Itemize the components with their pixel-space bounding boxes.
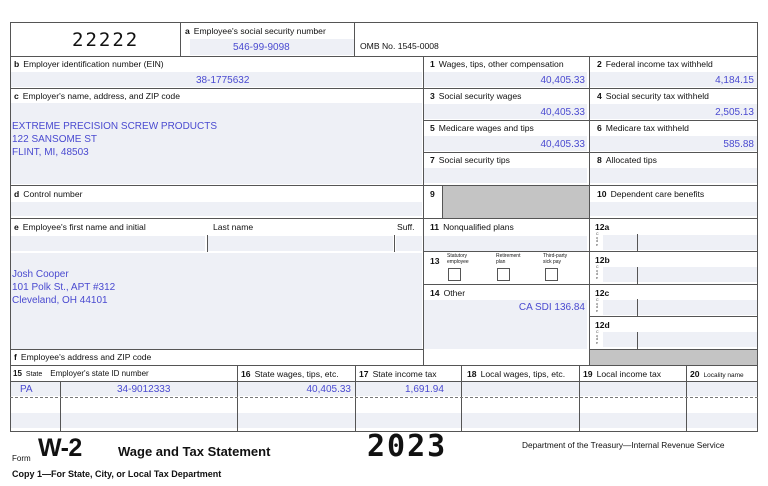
- box-12c-label: 12c: [595, 288, 610, 298]
- box-17-label: 17 State income tax: [359, 369, 437, 379]
- box-1-value[interactable]: 40,405.33: [540, 75, 585, 86]
- employee-city[interactable]: Cleveland, OH 44101: [12, 295, 108, 306]
- box-a-label: a Employee's social security number: [185, 26, 326, 36]
- box-f-label: f Employee's address and ZIP code: [14, 352, 152, 362]
- box-19-label: 19 Local income tax: [583, 369, 662, 379]
- box-7-label: 7 Social security tips: [430, 155, 510, 165]
- box-9-label: 9: [430, 189, 435, 199]
- box-18-label: 18 Local wages, tips, etc.: [467, 369, 566, 379]
- third-party-sick-pay-checkbox[interactable]: [545, 268, 558, 281]
- employee-ssn[interactable]: 546-99-9098: [233, 42, 290, 53]
- box-2-label: 2 Federal income tax withheld: [597, 59, 713, 69]
- statutory-employee-label: Statutory employee: [447, 253, 469, 265]
- state-income-tax[interactable]: 1,691.94: [405, 384, 444, 395]
- box-4-value[interactable]: 2,505.13: [715, 107, 754, 118]
- box-15-label: 15 State Employer's state ID number: [13, 369, 149, 378]
- third-party-sick-pay-label: Third-party sick pay: [543, 253, 568, 265]
- employer-city[interactable]: FLINT, MI, 48503: [12, 147, 89, 158]
- box-12b-code-label: C o d e: [596, 265, 599, 281]
- box-10-label: 10 Dependent care benefits: [597, 189, 705, 199]
- box-12a-label: 12a: [595, 222, 610, 232]
- box-12d-code-label: C o d e: [596, 330, 599, 346]
- form-title: Wage and Tax Statement: [118, 444, 271, 459]
- retirement-plan-label: Retirement plan: [496, 253, 521, 265]
- copy-designation: Copy 1—For State, City, or Local Tax Department: [12, 469, 222, 479]
- box-5-label: 5 Medicare wages and tips: [430, 123, 534, 133]
- box-e-label: e Employee's first name and initial: [14, 222, 146, 232]
- box-3-value[interactable]: 40,405.33: [540, 107, 585, 118]
- retirement-plan-checkbox[interactable]: [497, 268, 510, 281]
- tax-year: 2023: [367, 429, 448, 464]
- state-wages[interactable]: 40,405.33: [306, 384, 351, 395]
- box-12a-code-label: C o d e: [596, 232, 599, 248]
- box-8-label: 8 Allocated tips: [597, 155, 657, 165]
- box-2-value[interactable]: 4,184.15: [715, 75, 754, 86]
- box-1-label: 1 Wages, tips, other compensation: [430, 59, 564, 69]
- employee-street[interactable]: 101 Polk St., APT #312: [12, 282, 116, 293]
- box-14-label: 14 Other: [430, 288, 466, 298]
- irs-department: Department of the Treasury—Internal Revenue Service: [522, 440, 725, 450]
- box-9-shaded: [443, 186, 589, 219]
- box-16-label: 16 State wages, tips, etc.: [241, 369, 339, 379]
- box-d-label: d Control number: [14, 189, 83, 199]
- suffix-label: Suff.: [397, 222, 415, 232]
- employer-ein[interactable]: 38-1775632: [196, 75, 250, 86]
- box-13-label: 13: [430, 256, 440, 266]
- omb-number: OMB No. 1545-0008: [360, 41, 439, 51]
- box-14-value[interactable]: CA SDI 136.84: [518, 302, 585, 313]
- box-12d-label: 12d: [595, 320, 610, 330]
- state-id-number[interactable]: 34-9012333: [117, 384, 171, 395]
- form-code: 22222: [72, 29, 140, 51]
- box-b-label: b Employer identification number (EIN): [14, 59, 164, 69]
- box-3-label: 3 Social security wages: [430, 91, 522, 101]
- box-6-label: 6 Medicare tax withheld: [597, 123, 689, 133]
- form-word: Form: [12, 454, 31, 463]
- state-code[interactable]: PA: [20, 384, 33, 395]
- box-12c-code-label: C o d e: [596, 298, 599, 314]
- box-20-label: 20 Locality name: [690, 369, 744, 379]
- box-12b-label: 12b: [595, 255, 610, 265]
- box-11-label: 11 Nonqualified plans: [430, 222, 514, 232]
- box-12-shaded: [589, 350, 757, 365]
- last-name-label: Last name: [213, 222, 254, 232]
- box-4-label: 4 Social security tax withheld: [597, 91, 709, 101]
- form-name: W-2: [38, 434, 82, 462]
- box-6-value[interactable]: 585.88: [723, 139, 754, 150]
- employee-name[interactable]: Josh Cooper: [12, 269, 69, 280]
- box-5-value[interactable]: 40,405.33: [540, 139, 585, 150]
- employer-street[interactable]: 122 SANSOME ST: [12, 134, 98, 145]
- statutory-employee-checkbox[interactable]: [448, 268, 461, 281]
- box-c-label: c Employer's name, address, and ZIP code: [14, 91, 180, 101]
- employer-name[interactable]: EXTREME PRECISION SCREW PRODUCTS: [12, 121, 218, 132]
